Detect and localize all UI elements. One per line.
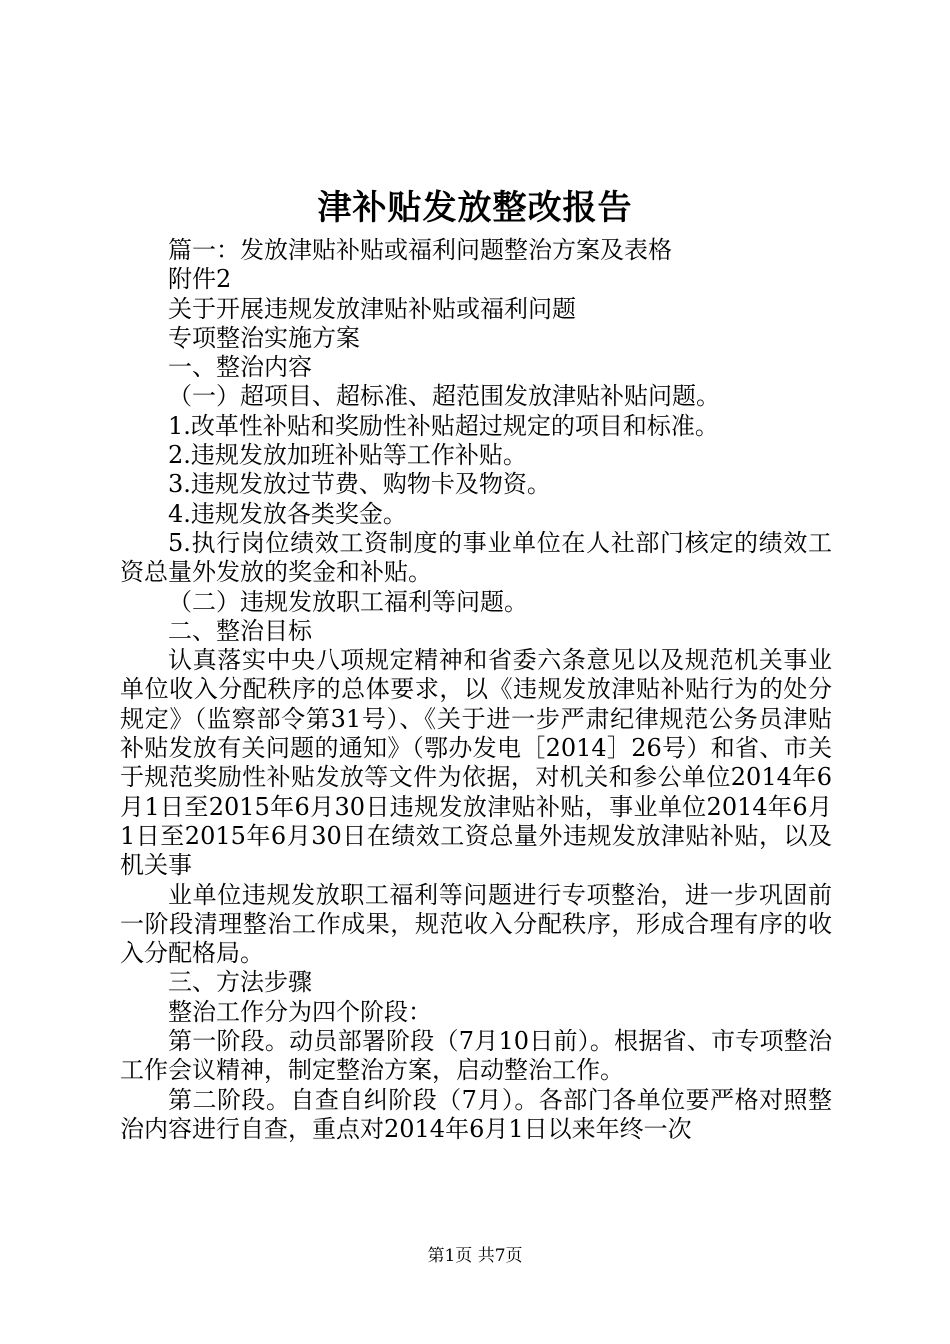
list-item: 3.违规发放过节费、购物卡及物资。 bbox=[168, 470, 551, 499]
paragraph: （一）超项目、超标准、超范围发放津贴补贴问题。 bbox=[168, 382, 720, 411]
document-body bbox=[120, 236, 832, 1144]
paragraph: （二）违规发放职工福利等问题。 bbox=[168, 587, 528, 616]
document-title: 津补贴发放整改报告 bbox=[317, 188, 633, 228]
section-heading: 二、整治目标 bbox=[168, 616, 312, 645]
paragraph: 业单位违规发放职工福利等问题进行专项整治，进一步巩固前一阶段清理整治工作成果，规范收入分配秩序，形成合理有序的收入分配格局。 bbox=[120, 880, 832, 968]
list-item: 4.违规发放各类奖金。 bbox=[168, 499, 407, 528]
section-heading: 一、整治内容 bbox=[168, 353, 312, 382]
paragraph: 篇一：发放津贴补贴或福利问题整治方案及表格 bbox=[168, 236, 672, 264]
paragraph: 第二阶段。自查自纠阶段（7月）。各部门各单位要严格对照整治内容进行自查，重点对2014年6月1日以来年终一次 bbox=[120, 1085, 832, 1143]
list-item: 5.执行岗位绩效工资制度的事业单位在人社部门核定的绩效工资总量外发放的奖金和补贴。 bbox=[120, 528, 832, 587]
paragraph: 关于开展违规发放津贴补贴或福利问题 bbox=[168, 294, 576, 323]
paragraph: 整治工作分为四个阶段： bbox=[168, 997, 432, 1026]
list-item: 1.改革性补贴和奖励性补贴超过规定的项目和标准。 bbox=[168, 411, 719, 440]
paragraph: 附件2 bbox=[168, 265, 232, 294]
paragraph: 第一阶段。动员部署阶段（7月10日前）。根据省、市专项整治工作会议精神，制定整治方案，启动整治工作。 bbox=[120, 1027, 832, 1085]
section-heading: 三、方法步骤 bbox=[168, 968, 312, 997]
list-item: 2.违规发放加班补贴等工作补贴。 bbox=[168, 441, 527, 470]
paragraph: 认真落实中央八项规定精神和省委六条意见以及规范机关事业单位收入分配秩序的总体要求，以《违规发放津贴补贴行为的处分规定》（监察部令第31号）、《关于进一步严肃纪律规范公务员津贴补贴发放有关问题的通知》（鄂办发电［2014］26号）和省、市关于规范奖励性补贴发放等文件为依据，对机关和参公单位2014年6月1日至2015年6月30日违规发放津贴补贴，事业单位2014年6月1日至2015年6月30日在绩效工资总量外违规发放津贴补贴，以及机关事 bbox=[120, 646, 832, 880]
paragraph: 专项整治实施方案 bbox=[168, 323, 360, 352]
page-number-footer: 第1页 共7页 bbox=[427, 1246, 523, 1266]
